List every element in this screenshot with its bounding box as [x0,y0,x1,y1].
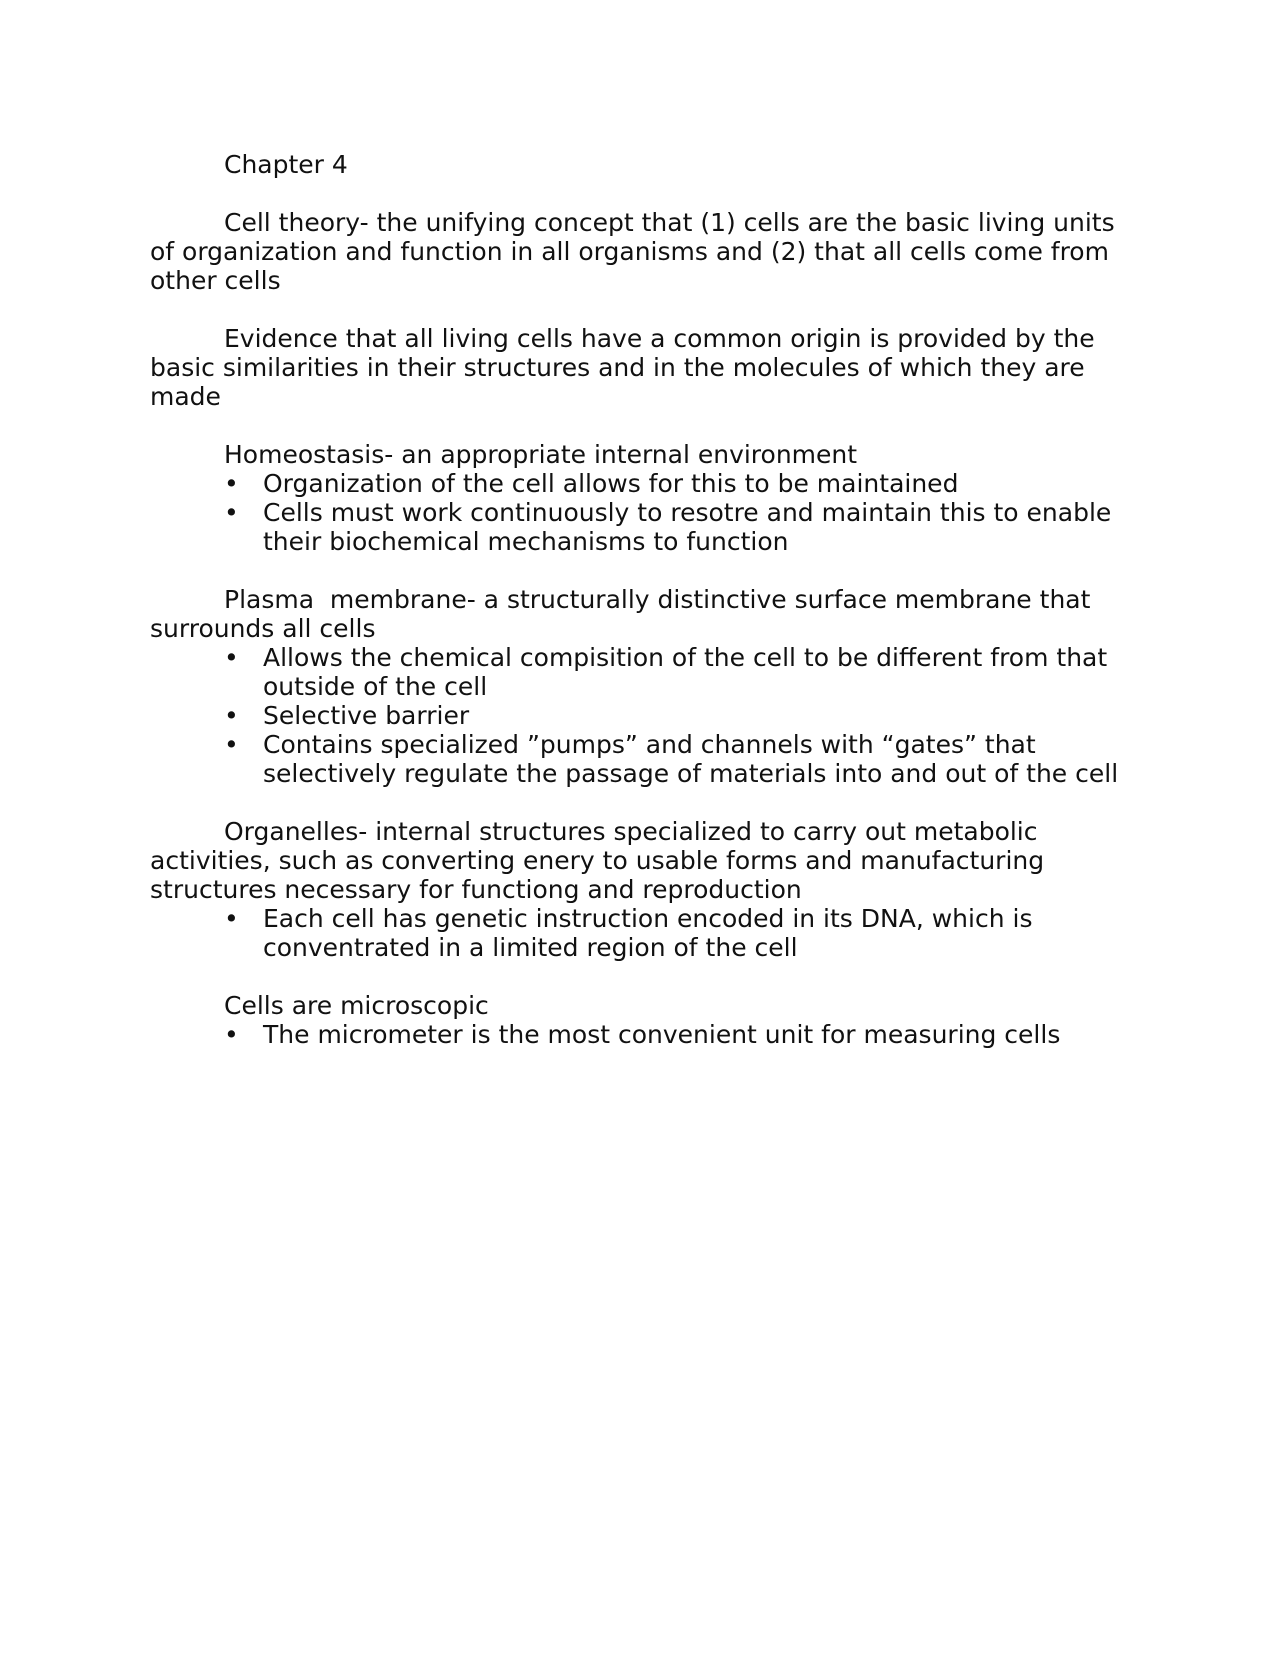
list-item-text: Cells must work continuously to resotre and maintain this to enable their biochemical mechanisms to function [263,498,1112,556]
empty-line [150,179,1130,208]
homeostasis-bullet-list [150,469,1130,556]
organelles-text: Organelles- internal structures specialized to carry out metabolic activities, such as converting enery to usable forms and manufacturing structures necessary for functiong and reproduction [150,817,1045,904]
empty-line [150,295,1130,324]
list-item-text: The micrometer is the most convenient unit for measuring cells [263,1020,1061,1049]
organelles-paragraph [150,817,1130,904]
list-item-text: Each cell has genetic instruction encoded in its DNA, which is conventrated in a limited region of the cell [263,904,1033,962]
empty-line [150,788,1130,817]
list-item [150,498,1130,556]
list-item [150,643,1130,701]
empty-line [150,962,1130,991]
plasma-membrane-bullet-list [150,643,1130,788]
bullet-icon: • [224,701,239,730]
list-item-text: Allows the chemical compisition of the cell to be different from that outside of the cell [263,643,1108,701]
list-item-text: Contains specialized ”pumps” and channels with “gates” that selectively regulate the passage of materials into and out of the cell [263,730,1119,788]
bullet-icon: • [224,904,239,933]
plasma-membrane-text: Plasma membrane- a structurally distinctive surface membrane that surrounds all cells [150,585,1099,643]
bullet-icon: • [224,643,239,672]
microscopic-paragraph [150,991,1130,1020]
cell-theory-text: Cell theory- the unifying concept that (1) cells are the basic living units of organization and function in all organisms and (2) that all cells come from other cells [150,208,1115,295]
empty-line [150,411,1130,440]
chapter-title: Chapter 4 [224,150,348,179]
list-item [150,904,1130,962]
microscopic-bullet-list [150,1020,1130,1049]
empty-line [150,556,1130,585]
organelles-bullet-list [150,904,1130,962]
list-item-text: Organization of the cell allows for this to be maintained [263,469,959,498]
homeostasis-text: Homeostasis- an appropriate internal environment [224,440,858,469]
list-item [150,701,1130,730]
list-item [150,469,1130,498]
bullet-icon: • [224,1020,239,1049]
bullet-icon: • [224,498,239,527]
document-page [150,150,1130,1049]
homeostasis-paragraph [150,440,1130,469]
bullet-icon: • [224,469,239,498]
cell-theory-paragraph [150,208,1130,295]
chapter-heading [150,150,1130,179]
evidence-paragraph [150,324,1130,411]
microscopic-text: Cells are microscopic [224,991,489,1020]
evidence-text: Evidence that all living cells have a common origin is provided by the basic similarities in their structures and in the molecules of which they are made [150,324,1095,411]
list-item [150,1020,1130,1049]
list-item [150,730,1130,788]
bullet-icon: • [224,730,239,759]
list-item-text: Selective barrier [263,701,470,730]
plasma-membrane-paragraph [150,585,1130,643]
